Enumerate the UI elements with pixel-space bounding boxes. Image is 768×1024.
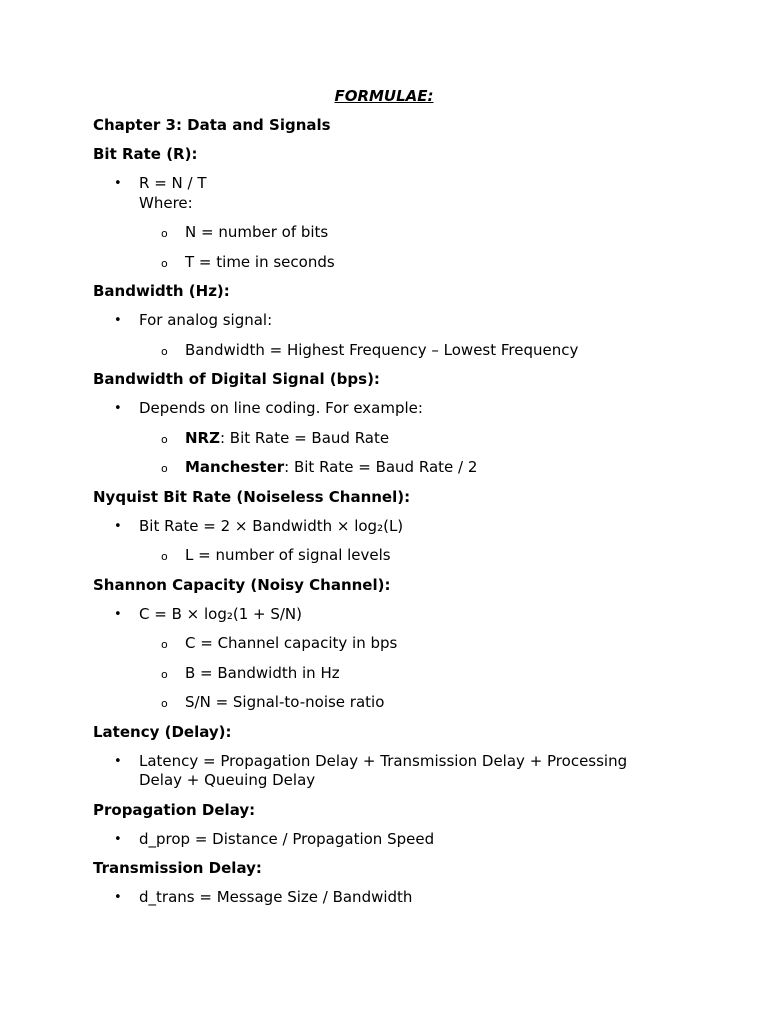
nyquist-list	[93, 517, 768, 566]
sub-item-text: N = number of bits	[185, 223, 329, 241]
nyquist-sublist	[139, 546, 659, 566]
latency-list	[93, 752, 768, 791]
sub-item-text: L = number of signal levels	[185, 546, 391, 564]
latency-formula: Latency = Propagation Delay + Transmission Delay + Processing Delay + Queuing Delay	[139, 751, 628, 789]
sub-bullet-icon: o	[161, 432, 168, 446]
section-heading-nyquist: Nyquist Bit Rate (Noiseless Channel):	[93, 487, 411, 506]
sub-bullet-icon: o	[161, 227, 168, 240]
sub-bullet-icon: o	[161, 697, 168, 710]
manchester-label: Manchester	[185, 458, 285, 476]
bandwidth-list	[93, 311, 768, 360]
sub-list-item	[138, 341, 659, 361]
list-item	[93, 888, 659, 908]
sub-bullet-icon: o	[161, 638, 168, 651]
nrz-text: : Bit Rate = Baud Rate	[219, 428, 390, 447]
sub-list-item	[138, 634, 659, 654]
sub-bullet-icon: o	[161, 256, 168, 270]
digital-bandwidth-list	[93, 399, 768, 478]
sub-item-text: S/N = Signal-to-noise ratio	[185, 693, 385, 711]
bit-rate-sublist	[139, 223, 659, 272]
nyquist-formula: Bit Rate = 2 × Bandwidth × log₂(L)	[139, 516, 404, 535]
shannon-formula: C = B × log₂(1 + S/N)	[139, 604, 303, 623]
propagation-list	[93, 830, 768, 850]
sub-bullet-icon: o	[161, 344, 168, 358]
section-heading-digital-bandwidth: Bandwidth of Digital Signal (bps):	[93, 370, 380, 388]
list-item	[93, 517, 659, 566]
bullet-icon: •	[114, 176, 122, 191]
sub-bullet-icon: o	[161, 462, 168, 475]
section-heading-bit-rate: Bit Rate (R):	[93, 145, 198, 163]
document-title: FORMULAE:	[334, 87, 434, 105]
list-item	[93, 174, 659, 272]
list-item	[93, 311, 659, 360]
list-item	[93, 605, 659, 713]
manchester-text: : Bit Rate = Baud Rate / 2	[284, 458, 478, 476]
section-heading-bandwidth: Bandwidth (Hz):	[93, 282, 230, 300]
digital-bandwidth-sublist	[139, 429, 659, 478]
transmission-list	[93, 888, 768, 908]
bullet-icon: •	[114, 606, 122, 622]
bit-rate-list	[93, 174, 768, 272]
sub-item-text: Bandwidth = Highest Frequency – Lowest Frequency	[185, 340, 579, 359]
sub-item-text: B = Bandwidth in Hz	[185, 663, 340, 682]
shannon-list	[93, 605, 768, 713]
sub-item-text: C = Channel capacity in bps	[185, 634, 398, 652]
bandwidth-sublist	[139, 341, 659, 361]
bandwidth-text: For analog signal:	[139, 311, 273, 329]
bullet-icon: •	[114, 753, 122, 769]
sub-list-item	[138, 546, 659, 566]
sub-list-item	[138, 253, 659, 273]
chapter-heading: Chapter 3: Data and Signals	[93, 116, 331, 134]
transmission-formula: d_trans = Message Size / Bandwidth	[139, 888, 413, 906]
sub-list-item	[138, 664, 659, 684]
bullet-icon: •	[114, 831, 122, 847]
digital-bandwidth-text: Depends on line coding. For example:	[139, 399, 423, 417]
bullet-icon: •	[114, 401, 122, 416]
list-item	[93, 752, 659, 791]
section-heading-latency: Latency (Delay):	[93, 722, 232, 741]
sub-list-item	[138, 223, 659, 243]
nrz-label: NRZ	[185, 428, 220, 447]
shannon-sublist	[139, 634, 659, 713]
section-heading-propagation: Propagation Delay:	[93, 800, 256, 819]
bullet-icon: •	[114, 313, 122, 328]
sub-list-item	[138, 458, 659, 478]
sub-bullet-icon: o	[161, 550, 168, 563]
where-label: Where:	[139, 193, 193, 212]
sub-bullet-icon: o	[161, 667, 168, 681]
sub-list-item	[138, 429, 659, 449]
list-item	[93, 399, 659, 478]
sub-list-item	[138, 693, 659, 713]
section-heading-transmission: Transmission Delay:	[93, 859, 262, 877]
sub-item-text: T = time in seconds	[185, 252, 335, 271]
bullet-icon: •	[114, 518, 122, 534]
bit-rate-formula: R = N / T	[139, 174, 207, 192]
propagation-formula: d_prop = Distance / Propagation Speed	[139, 829, 435, 848]
list-item	[93, 830, 659, 850]
bullet-icon: •	[114, 890, 122, 905]
section-heading-shannon: Shannon Capacity (Noisy Channel):	[93, 575, 391, 594]
